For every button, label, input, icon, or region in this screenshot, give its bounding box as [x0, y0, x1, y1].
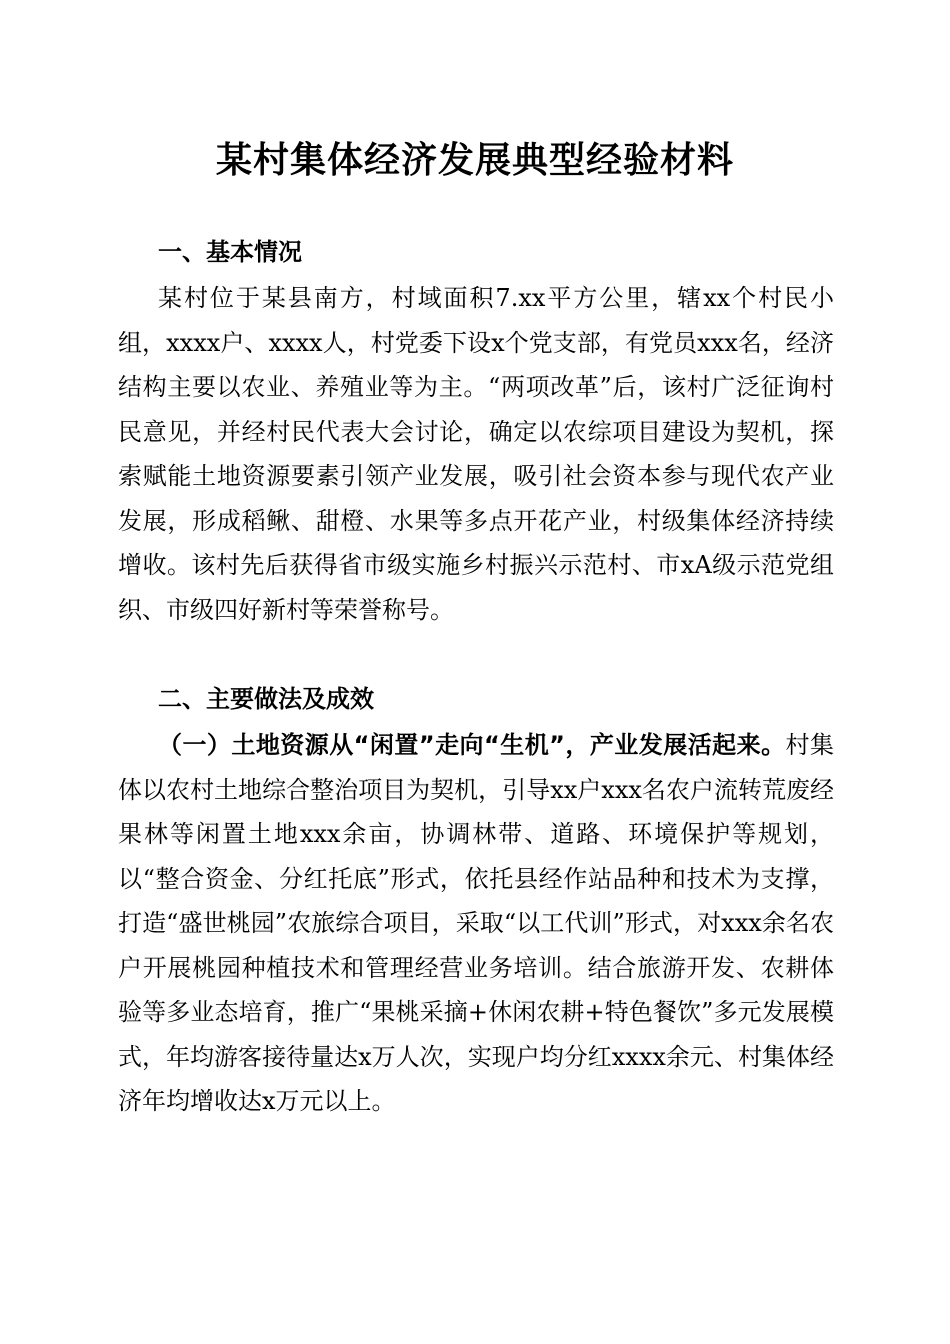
section-heading-basic-situation: 一、基本情况: [158, 238, 302, 266]
paragraph-body-text: 村集体以农村土地综合整治项目为契机，引导xx户xxx名农户流转荒废经果林等闲置土地xxx余亩，协调林带、道路、环境保护等规划，以“整合资金、分红托底”形式，依托县经作站品种和技术为支撑，打造“盛世桃园”农旅综合项目，采取“以工代训”形式，对xxx余名农户开展桃园种植技术和管理经营业务培训。结合旅游开发、农耕体验等多业态培育，推广“果桃采摘+休闲农耕+特色餐饮”多元发展模式，年均游客接待量达x万人次，实现户均分红xxxx余元、村集体经济年均增收达x万元以上。: [118, 731, 835, 1115]
document-title: 某村集体经济发展典型经验材料: [215, 139, 734, 181]
paragraph-lead-sentence: （一）土地资源从“闲置”走向“生机”，产业发展活起来。: [158, 731, 786, 759]
paragraph-basic-situation: 某村位于某县南方，村域面积7.xx平方公里，辖xx个村民小组，xxxx户、xxxx人，村党委下设x个党支部，有党员xxx名，经济结构主要以农业、养殖业等为主。“两项改革”后，该村广泛征询村民意见，并经村民代表大会讨论，确定以农综项目建设为契机，探索赋能土地资源要素引领产业发展，吸引社会资本参与现代农产业发展，形成稻鳅、甜橙、水果等多点开花产业，村级集体经济持续增收。该村先后获得省市级实施乡村振兴示范村、市xA级示范党组织、市级四好新村等荣誉称号。: [118, 284, 834, 624]
section-heading-main-practices: 二、主要做法及成效: [158, 685, 374, 713]
paragraph-land-resources: [118, 723, 834, 1124]
